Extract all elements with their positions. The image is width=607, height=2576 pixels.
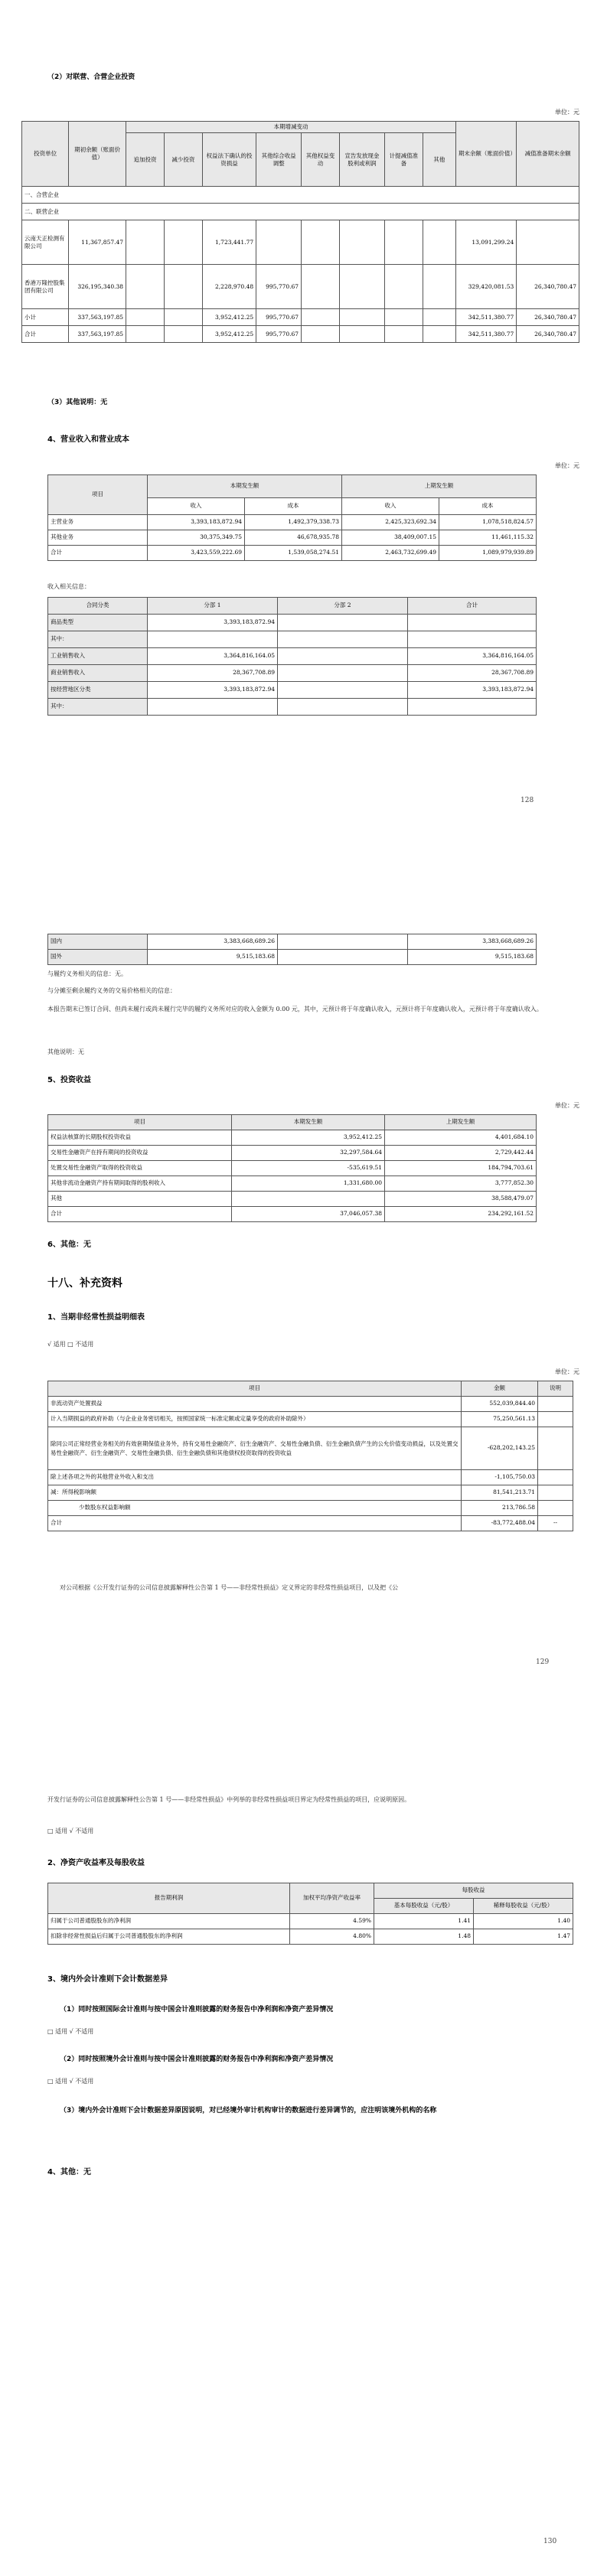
section-title-investment-income: 5、投资收益	[47, 1076, 91, 1084]
other-note: （3）其他说明：无	[47, 399, 108, 406]
table-row: 小计 337,563,197.85 3,952,412.25 995,770.67 342,511,380.77 26,340,780.47	[22, 309, 579, 326]
table-row: 减：所得税影响额 81,541,213.71	[48, 1485, 573, 1501]
table-row: 交易性金融资产在持有期间的投资收益 32,297,584.64 2,729,442.44	[48, 1146, 537, 1161]
revenue-table: 项目 本期发生额 上期发生额 收入 成本 收入 成本 主营业务 3,393,183,872.94 1,492,379,338.73 2,425,323,692.34 1,078,518,824.57 其他业务 30,375,349.75 46,678,935.78 38,409,007.15 11,461,115.32 合计 3,423,559,222.69 1,539,058,274.51 2,463,732,699.49 1,089,979,939.89	[47, 474, 537, 561]
table-row: 非流动资产处置损益 552,039,844.40	[48, 1397, 573, 1412]
col-other-eq: 其他权益变动	[302, 133, 340, 187]
section-title-supplement: 十八、补充资料	[47, 1277, 122, 1290]
section-other: 6、其他：无	[47, 1241, 91, 1249]
unit-label: 单位：元	[555, 109, 579, 116]
table-row: 合计 37,046,057.38 234,292,161.52	[48, 1207, 537, 1222]
table-row: 商业销售收入 28,367,708.89 28,367,708.89	[48, 665, 537, 682]
gaap-question-3: （3）境内外会计准则下会计数据差异原因说明，对已经境外审计机构审计的数据进行差异调节的，应注明该境外机构的名称	[60, 2107, 437, 2115]
col-oci: 其他综合收益调整	[256, 133, 302, 187]
note-other: 其他说明：无	[47, 1048, 84, 1055]
page-number: 128	[521, 797, 534, 804]
section-title-roe: 2、净资产收益率及每股收益	[47, 1859, 145, 1867]
table-row: 其他非流动金融资产持有期间取得的股利收入 1,331,680.00 3,777,852.30	[48, 1176, 537, 1192]
table-row: 归属于公司普通股股东的净利润 4.59% 1.41 1.40	[48, 1914, 573, 1929]
table-row: 计入当期损益的政府补助（与企业业务密切相关，按照国家统一标准定额或定量享受的政府补助除外） 75,250,561.13	[48, 1412, 573, 1427]
table-row: 香港万隆控股集团有限公司 326,195,340.38 2,228,970.48 995,770.67 329,420,081.53 26,340,780.47	[22, 265, 579, 309]
nonrecurring-note-continued: 开发行证券的公司信息披露解释性公告第 1 号——非经常性损益》中列举的非经常性损益项目界定为经常性损益的项目，应说明原因。	[47, 1796, 411, 1803]
table-row: 其他业务 30,375,349.75 46,678,935.78 38,409,007.15 11,461,115.32	[48, 530, 537, 546]
revenue-note: 收入相关信息：	[47, 583, 90, 590]
investment-table	[21, 121, 579, 343]
table-row: 合计 337,563,197.85 3,952,412.25 995,770.67 342,511,380.77 26,340,780.47	[22, 326, 579, 343]
table-row: 合计 -83,772,488.04 --	[48, 1516, 573, 1531]
table-row: 国外 9,515,183.68 9,515,183.68	[48, 950, 537, 965]
table-row: 除同公司正常经营业务相关的有效套期保值业务外，持有交易性金融资产、衍生金融资产、交易性金融负债、衍生金融负债产生的公允价值变动损益，以及处置交易性金融资产、衍生金融资产、交易性金融负债、衍生金融负债和其他债权投资取得的投资收益 -628,202,143.25	[48, 1427, 573, 1470]
col-other: 其他	[423, 133, 455, 187]
section-title-gaap-diff: 3、境内外会计准则下会计数据差异	[47, 1975, 168, 1984]
unit-label: 单位：元	[555, 1368, 579, 1375]
table-row: 商品类型 3,393,183,872.94	[48, 615, 537, 631]
table-row: 处置交易性金融资产取得的投资收益 -535,619.51 184,794,703.61	[48, 1161, 537, 1176]
gaap-question-2: （2）同时按照境外会计准则与按中国会计准则披露的财务报告中净利润和净资产差异情况	[60, 2056, 334, 2063]
table-row: 其中：	[48, 699, 537, 716]
col-close: 期末余额（账面价值）	[455, 122, 516, 187]
col-reduce: 减少投资	[164, 133, 202, 187]
table-row: 合计 3,423,559,222.69 1,539,058,274.51 2,463,732,699.49 1,089,979,939.89	[48, 546, 537, 561]
table-row: 少数股东权益影响额 213,786.58	[48, 1501, 573, 1516]
contract-table-continued	[47, 934, 537, 965]
section-other-final: 4、其他：无	[47, 2168, 91, 2177]
note-allocation: 与分摊至剩余履约义务的交易价格相关的信息：	[47, 987, 176, 994]
col-change: 本期增减变动	[126, 122, 456, 133]
table-row: 国内 3,383,668,689.26 3,383,668,689.26	[48, 934, 537, 950]
col-impair: 计提减值准备	[384, 133, 423, 187]
table-row: 除上述各项之外的其他营业外收入和支出 -1,105,750.03	[48, 1470, 573, 1485]
note-performance: 与履约义务相关的信息：无。	[47, 970, 127, 977]
roe-eps-table: 报告期利润 加权平均净资产收益率 每股收益 基本每股收益（元/股） 稀释每股收益（元/股） 归属于公司普通股股东的净利润 4.59% 1.41 1.40 扣除非经常性损益后归属于公司普通股股东的净利润 4.80% 1.48 1.47	[47, 1883, 573, 1945]
col-impair-bal: 减值准备期末余额	[517, 122, 579, 187]
table-row: 按经营地区分类 3,393,183,872.94 3,393,183,872.94	[48, 682, 537, 699]
table-row: 其中：	[48, 631, 537, 648]
col-company: 投资单位	[22, 122, 69, 187]
section-title-nonrecurring: 1、当期非经常性损益明细表	[47, 1313, 145, 1322]
table-row: 工业销售收入 3,364,816,164.05 3,364,816,164.05	[48, 648, 537, 665]
jv-label: 一、合营企业	[22, 187, 579, 204]
table-row: 云南天正检测有限公司 11,367,857.47 1,723,441.77 13,091,299.24	[22, 220, 579, 265]
page-number: 129	[536, 1658, 550, 1666]
applicable-check: □ 适用 √ 不适用	[47, 2078, 94, 2085]
nonrecurring-note: 对公司根据《公开发行证券的公司信息披露解释性公告第 1 号——非经常性损益》定义界定的非经常性损益项目，以及把《公	[60, 1584, 399, 1591]
gaap-question-1: （1）同时按照国际会计准则与按中国会计准则披露的财务报告中净利润和净资产差异情况	[60, 2006, 334, 2014]
unit-label: 单位：元	[555, 1102, 579, 1109]
col-add: 追加投资	[126, 133, 165, 187]
section-title-revenue: 4、营业收入和营业成本	[47, 435, 129, 444]
contract-table: 合同分类 分部 1 分部 2 合计 商品类型 3,393,183,872.94 其中： 工业销售收入 3,364,816,164.05 3,364,816,164.05 商业销售收入 28,367,708.89 28,367,708.89 按经营地区分类 3,393,183,872.94 3,393,183,872.94 其中：	[47, 597, 537, 716]
applicable-check: √ 适用 □ 不适用	[47, 1341, 94, 1348]
col-open: 期初余额（账面价值）	[69, 122, 126, 187]
nonrecurring-table: 项目 金额 说明 非流动资产处置损益 552,039,844.40 计入当期损益的政府补助（与企业业务密切相关，按照国家统一标准定额或定量享受的政府补助除外） 75,250,561.13 除同公司正常经营业务相关的有效套期保值业务外，持有交易性金融资产、衍生金融资产、交易性金融负债、衍生金融负债产生的公允价值变动损益，以及处置交易性金融资产、衍生金融资产、交易性金融负债、衍生金融负债和其他债权投资取得的投资收益 -628,202,143.25 除上述各项之外的其他营业外收入和支出 -1,105,750.03 减：所得税影响额 81,541,213.71 少数股东权益影响额 213,786.58 合计 -83,772,488.04 --	[47, 1381, 573, 1531]
investment-income-table: 项目 本期发生额 上期发生额 权益法核算的长期股权投资收益 3,952,412.25 4,401,684.10 交易性金融资产在持有期间的投资收益 32,297,584.64 2,729,442.44 处置交易性金融资产取得的投资收益 -535,619.51 184,794,703.61 其他非流动金融资产持有期间取得的股利收入 1,331,680.00 3,777,852.30 其他 38,588,479.07 合计 37,046,057.38 234,292,161.52	[47, 1114, 537, 1222]
table-row: 权益法核算的长期股权投资收益 3,952,412.25 4,401,684.10	[48, 1130, 537, 1146]
applicable-check: □ 适用 √ 不适用	[47, 2028, 94, 2035]
table-row: 其他 38,588,479.07	[48, 1192, 537, 1207]
section-title-investment: （2）对联营、合营企业投资	[47, 73, 135, 81]
col-dividend: 宣告发放现金股利或利润	[339, 133, 384, 187]
col-equity: 权益法下确认的投资损益	[202, 133, 256, 187]
page-number: 130	[543, 2538, 557, 2545]
unit-label: 单位：元	[555, 462, 579, 469]
note-contract: 本报告期末已签订合同、但尚未履行或尚未履行完毕的履约义务所对应的收入金额为 0.00 元，其中，元预计将于年度确认收入，元预计将于年度确认收入，元预计将于年度确认收入。	[47, 1006, 543, 1012]
assoc-label: 二、联营企业	[22, 204, 579, 220]
applicable-check: □ 适用 √ 不适用	[47, 1828, 94, 1834]
table-row: 主营业务 3,393,183,872.94 1,492,379,338.73 2,425,323,692.34 1,078,518,824.57	[48, 515, 537, 530]
table-row: 扣除非经常性损益后归属于公司普通股股东的净利润 4.80% 1.48 1.47	[48, 1929, 573, 1945]
